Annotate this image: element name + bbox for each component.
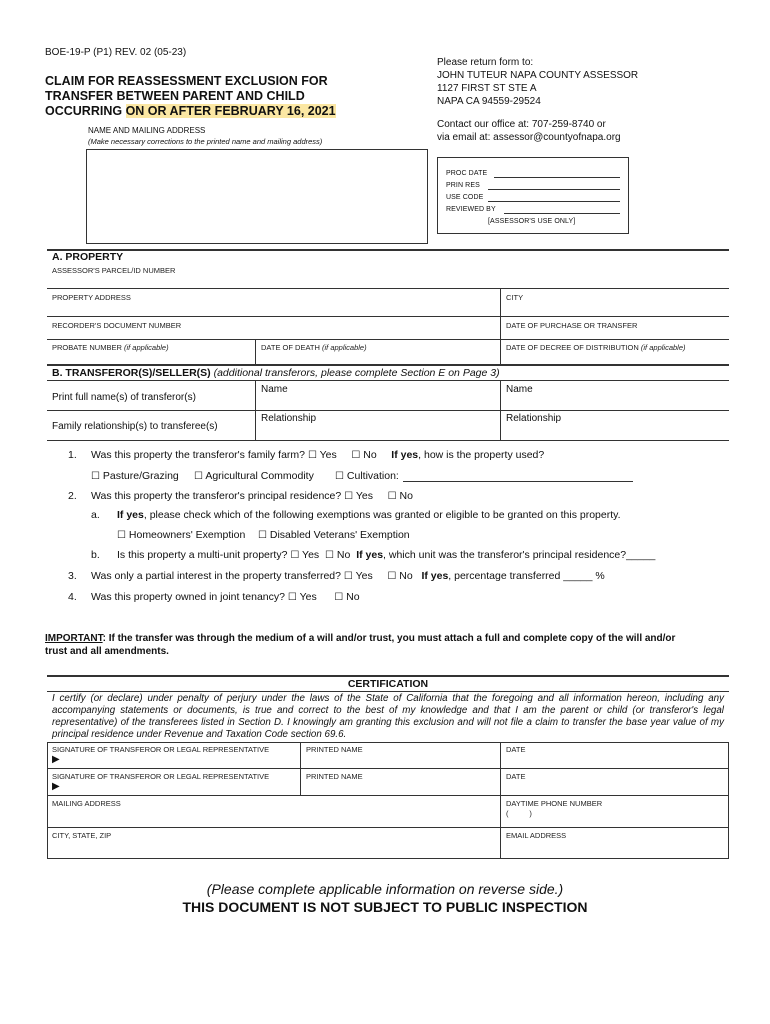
checkbox-icon[interactable]: ☐ <box>290 550 300 561</box>
q2b-ifyes-text: , which unit was the transferor's principal residence?_____ <box>383 549 656 561</box>
rel2-field[interactable]: Relationship <box>506 413 562 424</box>
printed-name-2-label: PRINTED NAME <box>306 772 363 781</box>
checkbox-icon[interactable]: ☐ <box>194 471 203 482</box>
reviewed-by-line <box>504 213 620 214</box>
triangle-right-icon: ▶ <box>52 781 60 792</box>
date-1-label: DATE <box>506 745 526 754</box>
city-top-rule <box>47 827 729 828</box>
name-address-label: NAME AND MAILING ADDRESS <box>88 126 206 135</box>
q2-row <box>91 490 413 502</box>
apn-rule <box>47 288 729 289</box>
property-address-label: PROPERTY ADDRESS <box>52 293 131 302</box>
title-line-2: TRANSFER BETWEEN PARENT AND CHILD <box>45 89 305 103</box>
proc-date-line <box>494 177 620 178</box>
section-a-header: A. PROPERTY <box>52 251 124 263</box>
use-code-line <box>488 201 620 202</box>
city-state-zip-label: CITY, STATE, ZIP <box>52 831 112 840</box>
name-address-box[interactable] <box>86 149 428 244</box>
section-b-header-rule <box>47 380 729 381</box>
footer-confidential: THIS DOCUMENT IS NOT SUBJECT TO PUBLIC INSPECTION <box>182 899 588 915</box>
q3-ifyes-text: , percentage transferred _____ % <box>448 570 605 582</box>
cert-header-rule <box>47 691 729 692</box>
cert-text: I certify (or declare) under penalty of perjury under the laws of the State of California that the foregoing and all information hereon, including any accompanying statements or documents, is true and correct to the best of my knowledge and that I am the parent or child (or transferor's legal representative) of the transferees listed in Section D. I knowingly am granting this exclusion and will not file a claim to transfer the base year value of my principal residence under Revenue and Taxation Code section 69.6. <box>52 693 724 740</box>
q2-no: No <box>399 490 413 502</box>
homeowners-label: Homeowners' Exemption <box>128 529 246 541</box>
cert-header: CERTIFICATION <box>347 678 429 690</box>
name-address-note: (Make necessary corrections to the printed name and mailing address) <box>88 137 323 146</box>
q3-yes: Yes <box>355 570 373 582</box>
checkbox-icon[interactable]: ☐ <box>334 592 344 603</box>
q3-no: No <box>399 570 413 582</box>
probate-text: PROBATE NUMBER <box>52 343 122 352</box>
checkbox-icon[interactable]: ☐ <box>343 571 353 582</box>
checkbox-icon[interactable]: ☐ <box>387 571 397 582</box>
q1-no: No <box>363 449 377 461</box>
q2b-yes: Yes <box>302 549 320 561</box>
q2a-ifyes-bold: If yes <box>117 509 144 521</box>
q1-row <box>91 449 544 461</box>
triangle-right-icon: ▶ <box>52 754 60 765</box>
contact-line-1: Contact our office at: 707-259-8740 or <box>437 119 606 130</box>
important-label: IMPORTANT <box>45 633 103 644</box>
date-death-label <box>261 343 367 352</box>
prin-res-line <box>488 189 620 190</box>
checkbox-icon[interactable]: ☐ <box>325 550 334 561</box>
date-death-text: DATE OF DEATH <box>261 343 320 352</box>
reviewed-by-label: REVIEWED BY <box>446 206 496 213</box>
checkbox-icon[interactable]: ☐ <box>117 530 126 541</box>
date-decree-label <box>506 343 686 352</box>
q4-text: Was this property owned in joint tenancy? <box>91 591 285 603</box>
q1-ifyes-text: , how is the property used? <box>418 449 545 461</box>
probate-label <box>52 343 169 352</box>
date-decree-note: (if applicable) <box>640 343 686 352</box>
footer-note: (Please complete applicable information on reverse side.) <box>206 881 564 897</box>
date-death-note: (if applicable) <box>321 343 367 352</box>
sig2-top-rule <box>47 768 729 769</box>
title-line-1: CLAIM FOR REASSESSMENT EXCLUSION FOR <box>45 74 328 88</box>
q2b-text: Is this property a multi-unit property? <box>117 549 288 561</box>
checkbox-icon[interactable]: ☐ <box>287 592 297 603</box>
cert-fields-frame <box>47 742 729 859</box>
date-2-label: DATE <box>506 772 526 781</box>
daytime-phone-label: DAYTIME PHONE NUMBER <box>506 799 603 808</box>
title-line-3 <box>45 104 336 119</box>
assessor-use-box <box>437 157 629 234</box>
recorders-rule <box>47 339 729 340</box>
q2a-text: , please check which of the following exemptions was granted or eligible to be granted on this property. <box>143 509 621 521</box>
section-b-title: B. TRANSFEROR(S)/SELLER(S) <box>52 367 211 379</box>
return-line-1: Please return form to: <box>437 57 534 68</box>
address-rule <box>47 316 729 317</box>
apn-label: ASSESSOR'S PARCEL/ID NUMBER <box>52 266 176 275</box>
checkbox-icon[interactable]: ☐ <box>258 530 267 541</box>
return-address <box>437 56 638 144</box>
section-b-top-rule <box>47 364 729 366</box>
q2b-ifyes-bold: If yes <box>356 549 384 561</box>
cultivation-label: Cultivation: <box>346 470 399 482</box>
relationship-rule <box>47 440 729 441</box>
proc-date-label: PROC DATE <box>446 170 488 177</box>
section-b-note: (additional transferors, please complete Section E on Page 3) <box>213 367 500 379</box>
q3-text: Was only a partial interest in the property transferred? <box>91 570 341 582</box>
return-line-3: 1127 FIRST ST STE A <box>437 83 537 94</box>
print-names-label: Print full name(s) of transferor(s) <box>52 392 196 403</box>
pasture-label: Pasture/Grazing <box>102 470 179 482</box>
return-line-2: JOHN TUTEUR NAPA COUNTY ASSESSOR <box>437 70 639 81</box>
mailing-top-rule <box>47 795 729 796</box>
checkbox-icon[interactable]: ☐ <box>344 491 354 502</box>
cert-top-rule <box>47 675 729 677</box>
disabled-label: Disabled Veterans' Exemption <box>269 529 410 541</box>
sig1-label: SIGNATURE OF TRANSFEROR OR LEGAL REPRESENTATIVE <box>52 745 270 754</box>
checkbox-icon[interactable]: ☐ <box>91 471 100 482</box>
rel1-field[interactable]: Relationship <box>261 413 317 424</box>
q4-row <box>91 591 360 603</box>
checkbox-icon[interactable]: ☐ <box>307 450 317 461</box>
checkbox-icon[interactable]: ☐ <box>335 471 344 482</box>
prin-res-label: PRIN RES <box>446 182 480 189</box>
important-note <box>45 632 735 658</box>
agri-label: Agricultural Commodity <box>205 470 314 482</box>
q2b-row <box>117 549 655 561</box>
date-purchase-label: DATE OF PURCHASE OR TRANSFER <box>506 321 638 330</box>
names-rule <box>47 410 729 411</box>
col-divider-right <box>500 288 501 364</box>
date-decree-text: DATE OF DECREE OF DISTRIBUTION <box>506 343 639 352</box>
q2a-row <box>117 509 621 521</box>
q4-no: No <box>346 591 360 603</box>
q4-number: 4. <box>68 591 77 603</box>
use-code-label: USE CODE <box>446 194 484 201</box>
q2-number: 2. <box>68 490 77 502</box>
disabled-option <box>258 529 410 541</box>
title-line-3a: OCCURRING <box>45 104 126 118</box>
probate-note: (if applicable) <box>123 343 169 352</box>
q1-ifyes-bold: If yes <box>391 449 419 461</box>
q2b-number: b. <box>91 549 100 561</box>
title-date-highlight: ON OR AFTER FEBRUARY 16, 2021 <box>125 104 336 118</box>
important-text: : If the transfer was through the medium of a will and/or trust, you must attach a full and complete copy of the will and/or <box>102 633 676 644</box>
family-rel-label: Family relationship(s) to transferee(s) <box>52 421 218 432</box>
q1-yes: Yes <box>319 449 337 461</box>
city-label: CITY <box>506 293 524 302</box>
q3-row <box>91 570 605 582</box>
return-line-4: NAPA CA 94559-29524 <box>437 96 541 107</box>
checkbox-icon[interactable]: ☐ <box>387 491 397 502</box>
section-a-top-rule <box>47 249 729 251</box>
cultivation-option <box>335 470 399 482</box>
assessor-use-only: [ASSESSOR'S USE ONLY] <box>488 218 576 225</box>
mailing-label: MAILING ADDRESS <box>52 799 121 808</box>
name1-field[interactable]: Name <box>261 384 288 395</box>
sig2-label: SIGNATURE OF TRANSFEROR OR LEGAL REPRESENTATIVE <box>52 772 270 781</box>
q1-options <box>91 470 179 482</box>
q3-ifyes-bold: If yes <box>421 570 449 582</box>
q2-yes: Yes <box>355 490 373 502</box>
important-text-2: trust and all amendments. <box>45 646 169 657</box>
phone-parens[interactable]: ( ) <box>506 809 532 818</box>
agri-option <box>194 470 314 482</box>
col-divider-left <box>255 339 256 364</box>
checkbox-icon[interactable]: ☐ <box>351 450 361 461</box>
q2b-no: No <box>336 549 351 561</box>
email-label: EMAIL ADDRESS <box>506 831 567 840</box>
printed-name-1-label: PRINTED NAME <box>306 745 363 754</box>
recorders-doc-label: RECORDER'S DOCUMENT NUMBER <box>52 321 182 330</box>
name2-field[interactable]: Name <box>506 384 533 395</box>
q1-number: 1. <box>68 449 77 461</box>
contact-line-2: via email at: assessor@countyofnapa.org <box>437 132 621 143</box>
form-id: BOE-19-P (P1) REV. 02 (05-23) <box>45 47 187 58</box>
section-b-header <box>52 367 500 379</box>
q4-yes: Yes <box>299 591 317 603</box>
homeowners-option <box>117 529 245 541</box>
q2a-number: a. <box>91 509 100 521</box>
q1-text: Was this property the transferor's family farm? <box>91 449 306 461</box>
q3-number: 3. <box>68 570 77 582</box>
form-title <box>45 74 336 119</box>
q2-text: Was this property the transferor's principal residence? <box>91 490 342 502</box>
cultivation-line[interactable] <box>403 481 633 482</box>
